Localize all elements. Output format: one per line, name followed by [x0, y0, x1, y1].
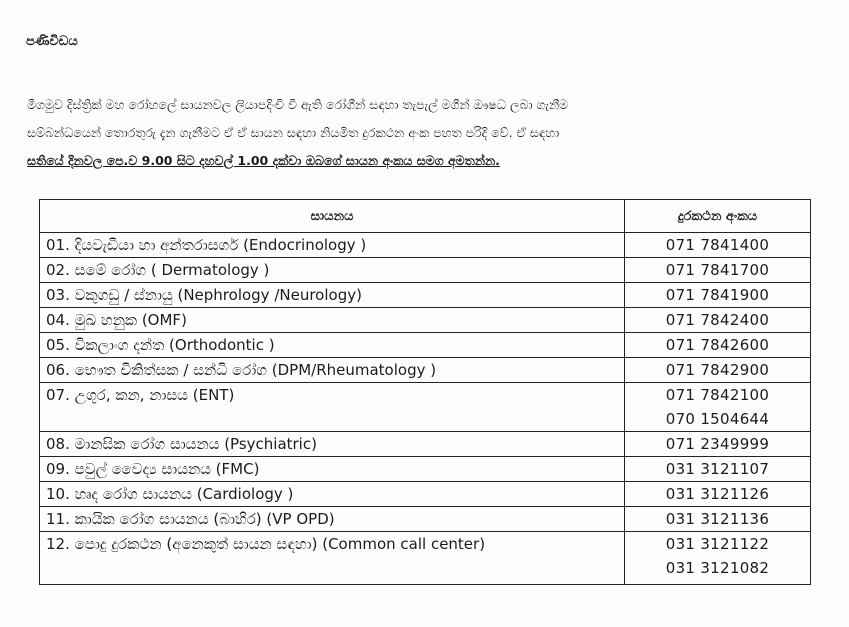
table-row — [40, 383, 811, 432]
table-row — [40, 283, 811, 308]
phone-number — [625, 258, 811, 283]
clinic-name: 07. උගුර, කන, නාසය (ENT) — [40, 383, 625, 432]
phone-number-2: 031 3121082 — [665, 559, 770, 577]
clinic-name: 01. දියවැඩියා හා අන්තරාසර්ග (Endocrinology ) — [40, 233, 625, 258]
intro-line-3-hours: සතියේ දිනවල පෙ.ව 9.00 සිට දහවල් 1.00 දක්වා ඔබගේ සායන අංකය සමග අමතන්න. — [27, 153, 500, 168]
phone-number — [625, 308, 811, 333]
phone-number — [625, 333, 811, 358]
table-row — [40, 308, 811, 333]
table-row — [40, 358, 811, 383]
phone-number-1: 071 7842100 — [665, 386, 770, 404]
clinic-name: 03. වකුගඩු / ස්නායු (Nephrology /Neurology) — [40, 283, 625, 308]
message-heading: පණිවිඩය — [26, 34, 78, 49]
phone-number — [625, 383, 811, 432]
phone-number-2: 070 1504644 — [665, 410, 770, 428]
table-header-row — [40, 200, 811, 233]
table-row — [40, 482, 811, 507]
intro-line-1: මීගමුව දිස්ත්‍රික් මහ රෝහලේ සායනවල ලියාපදිංචි වී ඇති රෝගීන් සඳහා තැපැල් මගින් ඖෂධ ලබා ගැනීම — [27, 97, 569, 112]
phone-number-1: 071 7842400 — [665, 311, 770, 329]
phone-number — [625, 432, 811, 457]
clinic-column-header: සායනය — [40, 200, 625, 233]
clinic-name: 04. මුඛ හනුක (OMF) — [40, 308, 625, 333]
table-row — [40, 258, 811, 283]
clinic-name: 02. සමේ රෝග ( Dermatology ) — [40, 258, 625, 283]
phone-number-1: 071 7842900 — [665, 361, 770, 379]
phone-number-1: 031 3121126 — [665, 485, 770, 503]
intro-line-2: සම්බන්ධයෙන් තොරතුරු දැන ගැනීමට ඒ ඒ සායන සඳහා නියමිත දුරකථන අංක පහත පරිදි වේ. ඒ සඳහා — [27, 125, 560, 140]
phone-number-1: 071 7841900 — [665, 286, 770, 304]
phone-number — [625, 482, 811, 507]
table-row — [40, 507, 811, 532]
table-row — [40, 532, 811, 585]
clinic-name: 05. විකලාංග දන්ත (Orthodontic ) — [40, 333, 625, 358]
phone-number — [625, 532, 811, 585]
table-row — [40, 432, 811, 457]
phone-number-1: 071 7842600 — [665, 336, 770, 354]
clinic-name: 09. පවුල් වෛද්‍ය සායනය (FMC) — [40, 457, 625, 482]
phone-number — [625, 457, 811, 482]
phone-number — [625, 507, 811, 532]
phone-number — [625, 283, 811, 308]
phone-column-header: දුරකථන අංකය — [625, 200, 811, 233]
clinic-phone-table — [39, 199, 811, 585]
clinic-name: 10. හෘද රෝග සායනය (Cardiology ) — [40, 482, 625, 507]
table-row — [40, 333, 811, 358]
phone-number-1: 071 2349999 — [665, 435, 770, 453]
phone-number-1: 071 7841700 — [665, 261, 770, 279]
table-row — [40, 457, 811, 482]
phone-number-1: 031 3121107 — [665, 460, 770, 478]
phone-number — [625, 233, 811, 258]
clinic-name: 11. කායික රෝග සායනය (බාහිර) (VP OPD) — [40, 507, 625, 532]
clinic-name: 08. මානසික රෝග සායනය (Psychiatric) — [40, 432, 625, 457]
intro-paragraph — [27, 91, 827, 175]
phone-number-1: 071 7841400 — [665, 236, 770, 254]
phone-number-1: 031 3121136 — [665, 510, 770, 528]
phone-number-1: 031 3121122 — [665, 535, 770, 553]
phone-number — [625, 358, 811, 383]
clinic-name: 12. පොදු දුරකථන (අනෙකුත් සායන සඳහා) (Common call center) — [40, 532, 625, 585]
clinic-name: 06. භෞත චිකිත්සක / සන්ධි රෝග (DPM/Rheumatology ) — [40, 358, 625, 383]
table-row — [40, 233, 811, 258]
